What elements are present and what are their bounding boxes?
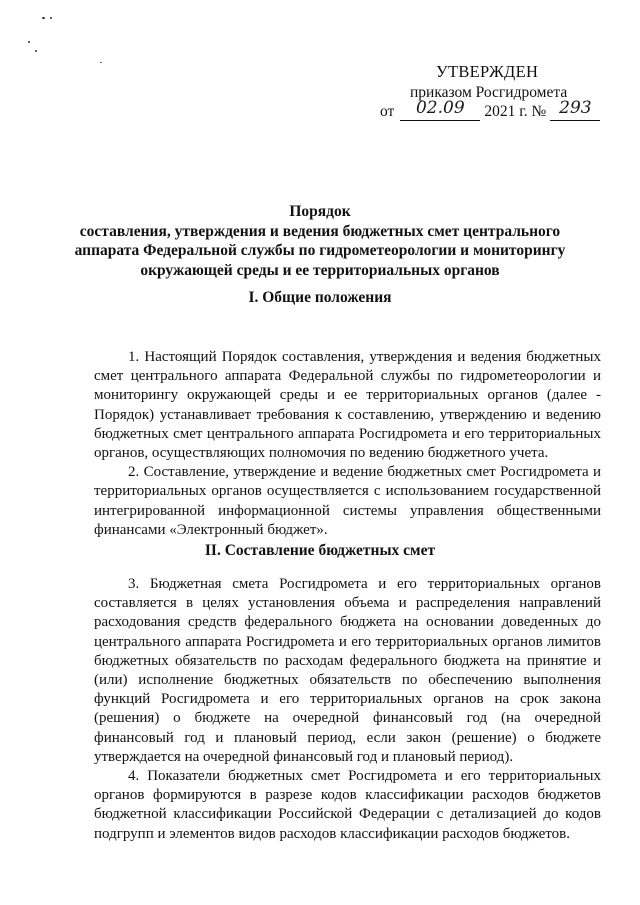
paragraph: 2. Составление, утверждение и ведение бюджетных смет Росгидромета и территориальных органов осуществляется с использованием государственной интегрированной информационной системы управления общественными финансами «Электронный бюджет». <box>94 464 601 538</box>
section-heading-drafting: II. Составление бюджетных смет <box>204 542 436 559</box>
paragraph: 1. Настоящий Порядок составления, утверждения и ведения бюджетных смет центрального аппарата Федеральной службы по гидрометеорологии и мониторингу окружающей среды и ее территориальных органов (далее - Порядок) устанавливает требования к составлению, утверждению и ведению бюджетных смет центрального аппарата Росгидромета и его территориальных органов, осуществляющих полномочия по ведению бюджетного учета. <box>94 349 601 462</box>
handwritten-number: 293 <box>559 98 592 118</box>
document-title <box>70 202 570 280</box>
section-body-general <box>94 348 601 540</box>
scan-speck <box>42 17 45 19</box>
approval-year-text: 2021 г. № <box>484 103 547 120</box>
scan-speck <box>100 62 102 63</box>
title-line: окружающей среды и ее территориальных органов <box>140 261 500 279</box>
paragraph: 3. Бюджетная смета Росгидромета и его территориальных органов составляется в целях установления объема и распределения направлений расходования средств федерального бюджета на основании доведенных до центрального аппарата Росгидромета и его территориальных органов лимитов бюджетных обязательств по расходам федерального бюджета на принятие и (или) исполнение бюджетных обязательств по обеспечению выполнения функций Росгидромета и его территориальных органов на срок закона (решения) о бюджете на очередной финансовый год (на очередной финансовый год и плановый период, если закон (решение) о бюджете утверждается на очередной финансовый год и плановый период). <box>94 576 601 765</box>
approval-date-line <box>380 98 600 121</box>
approval-heading: УТВЕРЖДЕН <box>436 62 539 81</box>
scan-speck <box>28 41 30 43</box>
title-line: аппарата Федеральной службы по гидрометеорологии и мониторингу <box>74 242 566 259</box>
paragraph: 4. Показатели бюджетных смет Росгидромета и его территориальных органов формируются в разрезе кодов классификации расходов бюджетов бюджетной классификации Российской Федерации с детализацией до кодов подгрупп и элементов видов расходов классификации расходов бюджетов. <box>94 768 601 842</box>
scan-speck <box>50 17 52 19</box>
section-heading-general: I. Общие положения <box>248 289 392 306</box>
handwritten-date: 02.09 <box>415 98 465 118</box>
title-line: составления, утверждения и ведения бюджетных смет центрального <box>79 222 561 240</box>
approval-from-label: от <box>380 103 395 120</box>
title-line: Порядок <box>289 203 351 220</box>
section-body-drafting <box>94 575 601 844</box>
approval-date-field <box>400 98 480 121</box>
scan-speck <box>35 50 37 52</box>
approval-order-line: приказом Росгидромета <box>410 84 568 101</box>
approval-number-field <box>550 98 600 121</box>
